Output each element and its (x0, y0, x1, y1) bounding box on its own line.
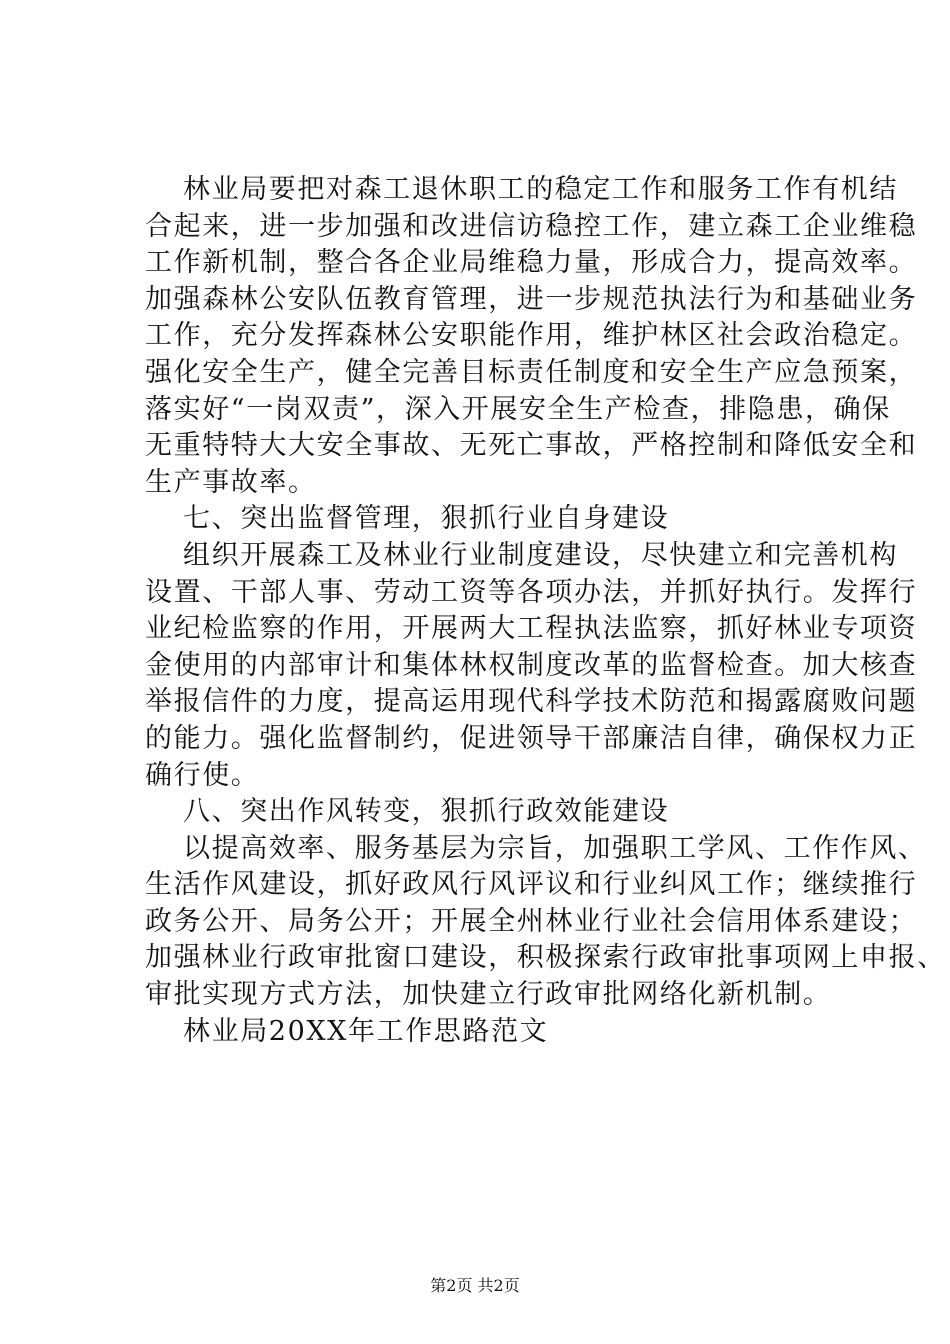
text-line: 业纪检监察的作用，开展两大工程执法监察，抓好林业专项资 (145, 613, 918, 645)
text-line: 以提高效率、服务基层为宗旨，加强职工学风、工作作风、 (183, 832, 927, 864)
text-line: 生产事故率。 (145, 466, 317, 498)
text-line: 金使用的内部审计和集体林权制度改革的监督检查。加大核查 (145, 649, 918, 681)
text-line: 八、突出作风转变，狠抓行政效能建设 (183, 796, 670, 828)
text-line: 政务公开、局务公开；开展全州林业行业社会信用体系建设； (145, 905, 918, 937)
text-line: 生活作风建设，抓好政风行风评议和行业纠风工作；继续推行 (145, 869, 918, 901)
text-line: 举报信件的力度，提高运用现代科学技术防范和揭露腐败问题 (145, 686, 918, 718)
text-line: 加强森林公安队伍教育管理，进一步规范执法行为和基础业务 (145, 283, 918, 315)
text-line: 设置、干部人事、劳动工资等各项办法，并抓好执行。发挥行 (145, 576, 918, 608)
text-line: 林业局20XX年工作思路范文 (183, 1015, 549, 1047)
text-line: 工作新机制，整合各企业局维稳力量，形成合力，提高效率。 (145, 247, 918, 279)
text-line: 七、突出监督管理，狠抓行业自身建设 (183, 503, 670, 535)
page-footer: 第2页 共2页 (430, 1276, 520, 1295)
text-line: 审批实现方式方法，加快建立行政审批网络化新机制。 (145, 979, 832, 1011)
text-line: 组织开展森工及林业行业制度建设，尽快建立和完善机构 (183, 539, 898, 571)
text-line: 的能力。强化监督制约，促进领导干部廉洁自律，确保权力正 (145, 722, 918, 754)
text-line: 无重特特大大安全事故、无死亡事故，严格控制和降低安全和 (145, 430, 918, 462)
text-line: 落实好“一岗双责”，深入开展安全生产检查，排隐患，确保 (145, 393, 891, 425)
text-line: 确行使。 (145, 759, 260, 791)
text-line: 工作，充分发挥森林公安职能作用，维护林区社会政治稳定。 (145, 320, 918, 352)
text-line: 合起来，进一步加强和改进信访稳控工作，建立森工企业维稳 (145, 210, 918, 242)
document-body (145, 172, 946, 1050)
text-line: 强化安全生产，健全完善目标责任制度和安全生产应急预案， (145, 356, 918, 388)
text-line: 加强林业行政审批窗口建设，积极探索行政审批事项网上申报、 (145, 942, 946, 974)
text-line: 林业局要把对森工退休职工的稳定工作和服务工作有机结 (183, 174, 898, 205)
